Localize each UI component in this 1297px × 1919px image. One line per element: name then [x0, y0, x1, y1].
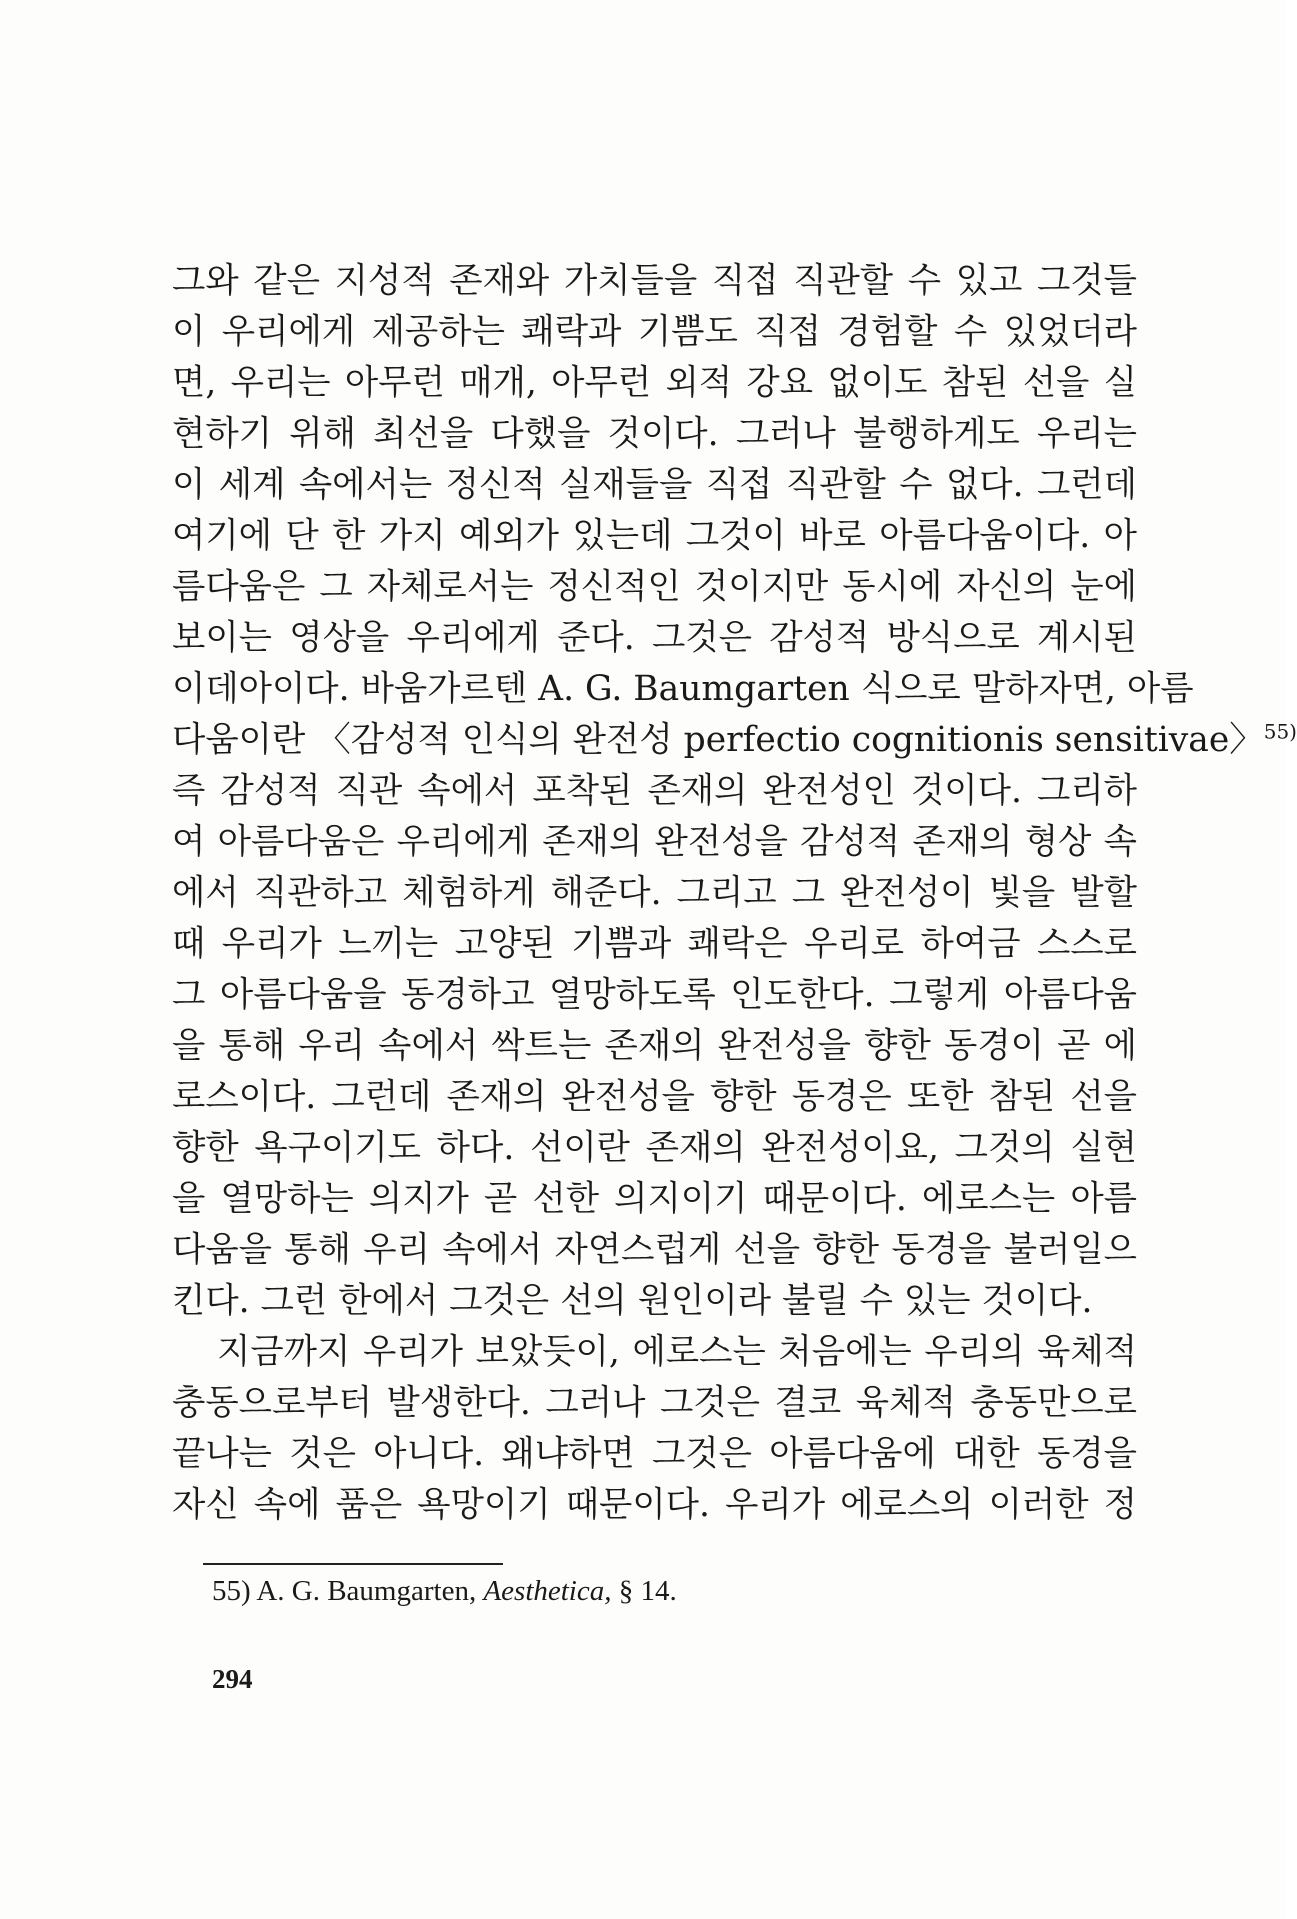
text-line: 을 통해 우리 속에서 싹트는 존재의 완전성을 향한 동경이 곧 에	[172, 1026, 1137, 1066]
text-line: 끝나는 것은 아니다. 왜냐하면 그것은 아름다움에 대한 동경을	[172, 1434, 1137, 1474]
footnote-section: § 14.	[618, 1575, 677, 1607]
text-line: 이 세계 속에서는 정신적 실재들을 직접 직관할 수 없다. 그런데	[172, 465, 1137, 505]
text-line-with-footnote-ref	[172, 715, 1297, 766]
paragraph-first-line: 지금까지 우리가 보았듯이, 에로스는 처음에는 우리의 육체적	[217, 1332, 1137, 1372]
text-line: 다움을 통해 우리 속에서 자연스럽게 선을 향한 동경을 불러일으	[172, 1230, 1137, 1270]
footnote-number: 55)	[212, 1575, 251, 1607]
text-line: 면, 우리는 아무런 매개, 아무런 외적 강요 없이도 참된 선을 실	[172, 363, 1137, 403]
text-line: 로스이다. 그런데 존재의 완전성을 향한 동경은 또한 참된 선을	[172, 1077, 1137, 1117]
text-line-content: 다움이란 〈감성적 인식의 완전성 perfectio cognitionis sensitivae〉	[172, 720, 1264, 760]
text-line: 충동으로부터 발생한다. 그러나 그것은 결코 육체적 충동만으로	[172, 1383, 1137, 1423]
footnote-author: A. G. Baumgarten,	[256, 1575, 477, 1607]
text-line: 여 아름다움은 우리에게 존재의 완전성을 감성적 존재의 형상 속	[172, 822, 1137, 862]
text-line: 여기에 단 한 가지 예외가 있는데 그것이 바로 아름다움이다. 아	[172, 516, 1137, 556]
text-line: 향한 욕구이기도 하다. 선이란 존재의 완전성이요, 그것의 실현	[172, 1128, 1137, 1168]
text-line: 즉 감성적 직관 속에서 포착된 존재의 완전성인 것이다. 그리하	[172, 771, 1137, 811]
text-line: 을 열망하는 의지가 곧 선한 의지이기 때문이다. 에로스는 아름	[172, 1179, 1137, 1219]
text-line: 름다움은 그 자체로서는 정신적인 것이지만 동시에 자신의 눈에	[172, 567, 1137, 607]
footnote	[212, 1571, 677, 1611]
footnote-title: Aesthetica,	[483, 1575, 612, 1607]
text-line: 이데아이다. 바움가르텐 A. G. Baumgarten 식으로 말하자면, 아름	[172, 669, 1194, 709]
text-line: 그 아름다움을 동경하고 열망하도록 인도한다. 그렇게 아름다움	[172, 975, 1137, 1015]
text-line: 에서 직관하고 체험하게 해준다. 그리고 그 완전성이 빛을 발할	[172, 873, 1137, 913]
body-text	[172, 256, 1297, 1531]
footnote-reference: 55)	[1263, 719, 1297, 744]
footnote-divider	[203, 1563, 503, 1565]
text-line: 이 우리에게 제공하는 쾌락과 기쁨도 직접 경험할 수 있었더라	[172, 312, 1137, 352]
text-line: 현하기 위해 최선을 다했을 것이다. 그러나 불행하게도 우리는	[172, 414, 1137, 454]
text-line: 그와 같은 지성적 존재와 가치들을 직접 직관할 수 있고 그것들	[172, 261, 1137, 301]
text-line: 보이는 영상을 우리에게 준다. 그것은 감성적 방식으로 계시된	[172, 618, 1137, 658]
text-line: 때 우리가 느끼는 고양된 기쁨과 쾌락은 우리로 하여금 스스로	[172, 924, 1137, 964]
text-line: 자신 속에 품은 욕망이기 때문이다. 우리가 에로스의 이러한 정	[172, 1485, 1137, 1525]
paragraph-last-line: 킨다. 그런 한에서 그것은 선의 원인이라 불릴 수 있는 것이다.	[172, 1281, 1093, 1321]
page-number: 294	[212, 1664, 253, 1694]
